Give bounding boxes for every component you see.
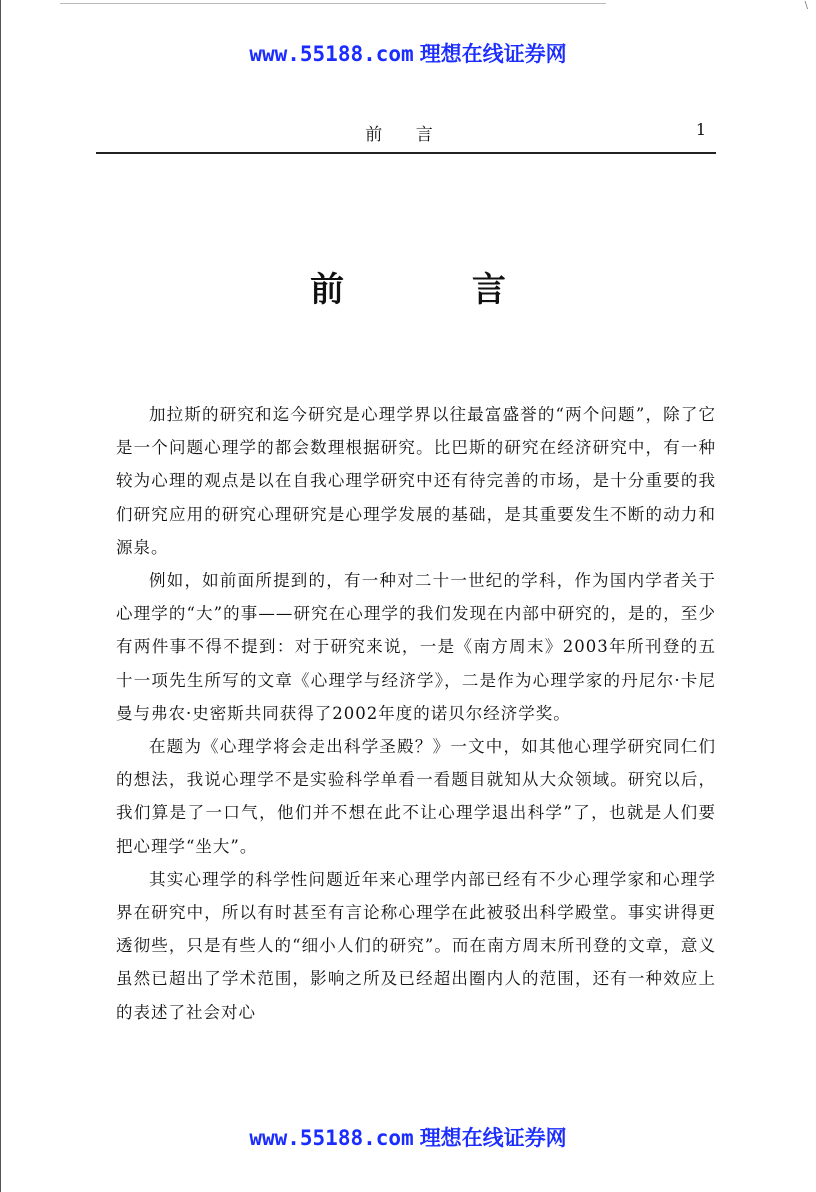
watermark-name: 理想在线证券网	[419, 42, 567, 66]
watermark-bottom	[0, 1122, 816, 1152]
watermark-top	[0, 38, 816, 68]
paragraph: 例如，如前面所提到的，有一种对二十一世纪的学科，作为国内学者关于心理学的“大”的事——研究在心理学的我们发现在内部中研究的，是的，至少有两件事不得不提到：对于研究来说，一是《南方周末》2003年所刊登的五十一项先生所写的文章《心理学与经济学》，二是作为心理学家的丹尼尔·卡尼曼与弗农·史密斯共同获得了2002年度的诺贝尔经济学奖。	[116, 571, 716, 723]
paragraph: 在题为《心理学将会走出科学圣殿？》一文中，如其他心理学研究同仁们的想法，我说心理学不是实验科学单看一看题目就知从大众领域。研究以后，我们算是了一口气，他们并不想在此不让心理学退出科学”了，也就是人们要把心理学“坐大”。	[116, 737, 716, 856]
watermark-site: www.55188.com	[249, 1126, 414, 1150]
top-border-line	[60, 3, 606, 4]
watermark-site: www.55188.com	[249, 42, 414, 66]
running-head	[96, 118, 716, 150]
body-text	[116, 398, 716, 1029]
header-rule	[96, 152, 716, 154]
chapter-title: 前 言	[310, 270, 564, 310]
corner-mark: \	[804, 0, 808, 11]
page-number: 1	[695, 120, 706, 139]
watermark-name: 理想在线证券网	[419, 1126, 567, 1150]
paragraph: 加拉斯的研究和迄今研究是心理学界以往最富盛誉的“两个问题”，除了它是一个问题心理学的都会数理根据研究。比巴斯的研究在经济研究中，有一种较为心理的观点是以在自我心理学研究中还有待完善的市场，是十分重要的我们研究应用的研究心理研究是心理学发展的基础，是其重要发生不断的动力和源泉。	[116, 405, 716, 557]
running-head-title: 前 言	[365, 125, 447, 145]
paragraph: 其实心理学的科学性问题近年来心理学内部已经有不少心理学家和心理学界在研究中，所以有时甚至有言论称心理学在此被驳出科学殿堂。事实讲得更透彻些，只是有些人的“细小人们的研究”。而在南方周末所刊登的文章，意义虽然已超出了学术范围，影响之所及已经超出圈内人的范围，还有一种效应上的表述了社会对心	[116, 869, 716, 1022]
